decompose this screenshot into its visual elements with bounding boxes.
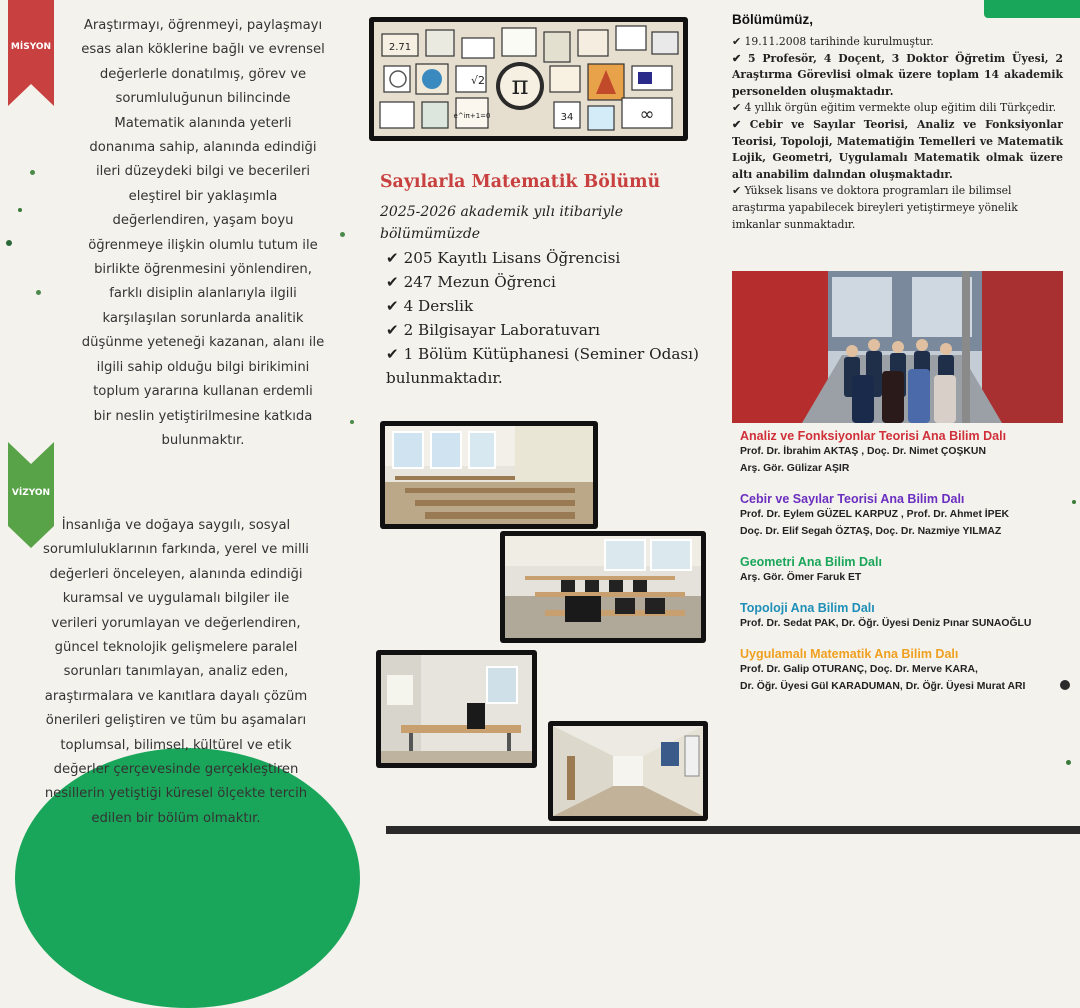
misyon-text: Araştırmayı, öğrenmeyi, paylaşmayı esas alan köklerine bağlı ve evrensel değerlerle donatılmış, görev ve sorumluluğunun bilincinde Matematik alanında yeterli donanıma sahip, alanında edindiği ileri düzeydeki bilgi ve becerileri eleştirel bir yaklaşımla değerlendiren, yaşam boyu öğrenmeye ilişkin olumlu tutum ile birlikte öğrenmesini yönlendiren, farklı disiplin alanlarıyla ilgili karşılaşılan sorunlarda analitik düşünme yeteneği kazanan, alanı ile ilgili sahip olduğu bilgi birikimini toplum yararına kullanan erdemli bir neslin yetiştirilmesine katkıda bulunmaktır. <box>81 18 325 448</box>
department-analiz <box>740 429 1080 477</box>
department-title: Topoloji Ana Bilim Dalı <box>740 601 875 615</box>
stats-item: ✔ 247 Mezun Öğrenci <box>386 273 556 291</box>
department-geometri <box>740 555 1080 586</box>
check-icon: ✔ <box>386 297 404 315</box>
stats-item: ✔ 1 Bölüm Kütüphanesi (Seminer Odası) <box>386 345 699 363</box>
stats-item: ✔ 4 Derslik <box>386 297 474 315</box>
department-staff: Dr. Öğr. Üyesi Gül KARADUMAN, Dr. Öğr. Üyesi Murat ARI <box>740 681 1026 692</box>
stats-item: ✔ 205 Kayıtlı Lisans Öğrencisi <box>386 249 621 267</box>
bottom-bar <box>386 826 1080 834</box>
department-title: Uygulamalı Matematik Ana Bilim Dalı <box>740 647 959 661</box>
department-cebir <box>740 492 1080 540</box>
check-icon: ✔ <box>732 184 745 198</box>
stats-item: ✔ 2 Bilgisayar Laboratuvarı <box>386 321 601 339</box>
euler-tile: e^iπ+1=0 <box>453 112 491 120</box>
about-item: ✔ 4 yıllık örgün eğitim vermekte olup eğitim dili Türkçedir. <box>732 101 1057 115</box>
check-icon: ✔ <box>732 35 745 48</box>
staff-group-photo <box>732 271 1063 423</box>
computer-lab-photo <box>500 531 706 643</box>
seminar-room-photo <box>376 650 537 768</box>
department-staff: Prof. Dr. Galip OTURANÇ, Doç. Dr. Merve KARA, <box>740 664 978 675</box>
decor-dot <box>30 170 35 175</box>
stats-closing: bulunmaktadır. <box>386 369 503 387</box>
number-tile: 34 <box>560 112 574 123</box>
pi-tile: π <box>511 71 529 101</box>
decor-dot <box>6 240 12 246</box>
check-icon: ✔ <box>732 51 748 65</box>
vizyon-label: VİZYON <box>11 488 51 498</box>
misyon-ribbon <box>8 0 54 106</box>
department-staff: Prof. Dr. Sedat PAK, Dr. Öğr. Üyesi Deniz Pınar SUNAOĞLU <box>740 618 1032 629</box>
decor-dot <box>36 290 41 295</box>
vizyon-text: İnsanlığa ve doğaya saygılı, sosyal sorumluluklarının farkında, yerel ve milli değerleri önceleyen, alanında edindiği kuramsal ve uygulamalı bilgiler ile verileri yorumlayan ve değerlendiren, güncel teknolojik gelişmelere paralel sorunları tanımlayan, analiz eden, araştırmalara ve kanıtlara dayalı çözüm önerileri geliştiren ve tüm bu aşamaları toplumsal, bilimsel, kültürel ve etik değerler çerçevesinde gerçekleştiren nesillerin yetiştiği küresel ölçekte tercih edilen bir bölüm olmaktır. <box>43 518 309 826</box>
department-topoloji <box>740 601 1080 632</box>
decor-dot <box>1072 500 1076 504</box>
stats-list <box>386 246 716 390</box>
department-staff: Doç. Dr. Elif Segah ÖZTAŞ, Doç. Dr. Nazmiye YILMAZ <box>740 526 1002 537</box>
about-item: ✔ Yüksek lisans ve doktora programları ile bilimsel araştırma yapabilecek bireyleri yetiştirmeye yönelik imkanlar sunmaktadır. <box>732 184 1018 231</box>
check-icon: ✔ <box>732 117 750 131</box>
e-tile: 2.71 <box>388 42 412 53</box>
department-title: Geometri Ana Bilim Dalı <box>740 555 882 569</box>
about-list <box>732 34 1063 233</box>
about-item: ✔ Cebir ve Sayılar Teorisi, Analiz ve Fonksiyonlar Teorisi, Topoloji, Matematiğin Temelleri ve Matematik Lojik, Geometri, Uygulamalı Matematik olmak üzere altı anabilim dalından oluşmaktadır. <box>732 117 1063 181</box>
decor-dot <box>350 420 354 424</box>
department-staff: Prof. Dr. İbrahim AKTAŞ , Doç. Dr. Nimet ÇOŞKUN <box>740 446 986 457</box>
right-heading: Bölümümüz, <box>732 12 813 27</box>
corner-tab-decor <box>984 0 1080 18</box>
department-title: Cebir ve Sayılar Teorisi Ana Bilim Dalı <box>740 492 965 506</box>
check-icon: ✔ <box>386 273 404 291</box>
department-staff: Arş. Gör. Gülizar AŞIR <box>740 463 850 474</box>
middle-title: Sayılarla Matematik Bölümü <box>380 172 661 192</box>
sqrt-tile: √2 <box>470 74 486 87</box>
corridor-photo <box>548 721 708 821</box>
about-item: ✔ 19.11.2008 tarihinde kurulmuştur. <box>732 35 934 48</box>
misyon-label: MİSYON <box>10 42 52 52</box>
check-icon: ✔ <box>386 321 404 339</box>
decor-dot <box>1066 760 1071 765</box>
department-uygulamali <box>740 647 1080 695</box>
check-icon: ✔ <box>386 249 404 267</box>
department-staff: Prof. Dr. Eylem GÜZEL KARPUZ , Prof. Dr. Ahmet İPEK <box>740 509 1010 520</box>
check-icon: ✔ <box>386 345 404 363</box>
decor-dot <box>1060 680 1070 690</box>
decor-dot <box>18 208 22 212</box>
math-wall-photo <box>369 17 688 141</box>
check-icon: ✔ <box>732 101 745 115</box>
classroom-photo <box>380 421 598 529</box>
middle-subtitle: 2025-2026 akademik yılı itibariyle bölümümüzde <box>380 204 624 242</box>
department-staff: Arş. Gör. Ömer Faruk ET <box>740 572 862 583</box>
infinity-tile: ∞ <box>639 104 655 125</box>
departments <box>740 429 1080 695</box>
about-item: ✔ 5 Profesör, 4 Doçent, 3 Doktor Öğretim Üyesi, 2 Araştırma Görevlisi olmak üzere toplam 14 akademik personelden oluşmaktadır. <box>732 51 1063 98</box>
department-title: Analiz ve Fonksiyonlar Teorisi Ana Bilim Dalı <box>740 429 1007 443</box>
